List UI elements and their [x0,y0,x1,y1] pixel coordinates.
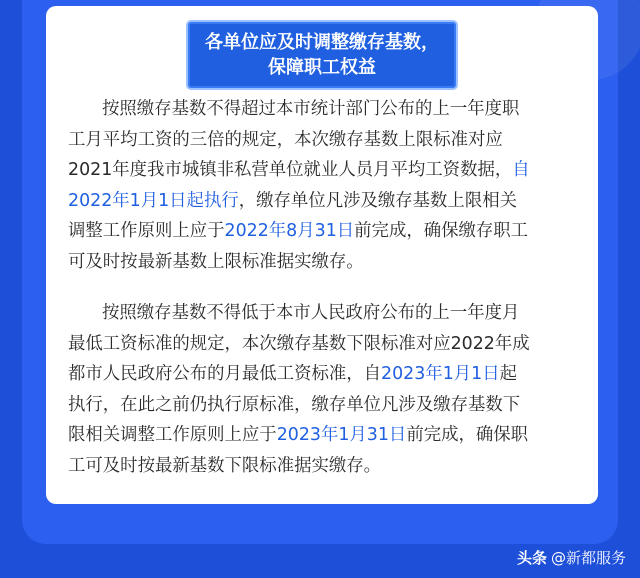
watermark-handle: @新都服务 [550,549,626,567]
paragraph-upper-limit [68,94,584,278]
p1-line-5-text-a: 调整工作原则上应于 [68,221,225,242]
p1-line-3 [68,155,584,186]
paragraph-lower-limit [68,298,584,482]
p1-line-5 [68,216,584,247]
watermark [517,547,626,568]
p2-line-2: 最低工资标准的规定，本次缴存基数下限标准对应2022年成 [68,333,530,354]
toutiao-logo: 头条 [516,549,547,567]
p2-line-5 [68,420,584,451]
p2-line-5-text-a: 限相关调整工作原则上应于 [68,425,277,446]
p1-line-3-text: 2021年度我市城镇非私营单位就业人员月平均工资数据， [68,160,513,181]
p1-highlight-start-date: 2022年1月1日起执行 [68,190,239,211]
p2-line-1: 按照缴存基数不得低于本市人民政府公布的上一年度月 [102,303,520,323]
p2-line-3-text-b: 起 [499,364,518,385]
p2-line-3-text-a: 都市人民政府公布的月最低工资标准，自 [68,364,382,385]
p1-line-6: 可及时按最新基数上限标准据实缴存。 [68,251,364,272]
p2-line-3 [68,359,584,390]
p1-line-4-text: ，缴存单位凡涉及缴存基数上限相关 [238,190,517,211]
p2-line-4: 执行，在此之前仍执行原标准，缴存单位凡涉及缴存基数下 [68,394,521,415]
title-line-1: 各单位应及时调整缴存基数， [205,32,439,53]
p2-line-6: 工可及时按最新基数下限标准据实缴存。 [68,455,382,476]
p2-highlight-deadline: 2023年1月31日 [276,425,407,446]
p2-line-5-text-b: 前完成，确保职 [406,425,529,446]
p1-line-2: 工月平均工资的三倍的规定，本次缴存基数上限标准对应 [68,129,503,150]
section-title [188,22,456,88]
p1-line-4 [68,186,584,217]
p1-highlight-deadline: 2022年8月31日 [224,221,355,242]
title-line-2: 保障职工权益 [268,57,376,78]
p1-line-1: 按照缴存基数不得超过本市统计部门公布的上一年度职 [102,99,520,119]
p1-line-5-text-b: 前完成，确保缴存职工 [354,221,529,242]
p2-highlight-start-date: 2023年1月1日 [381,364,500,385]
p1-highlight-from: 自 [512,160,530,181]
